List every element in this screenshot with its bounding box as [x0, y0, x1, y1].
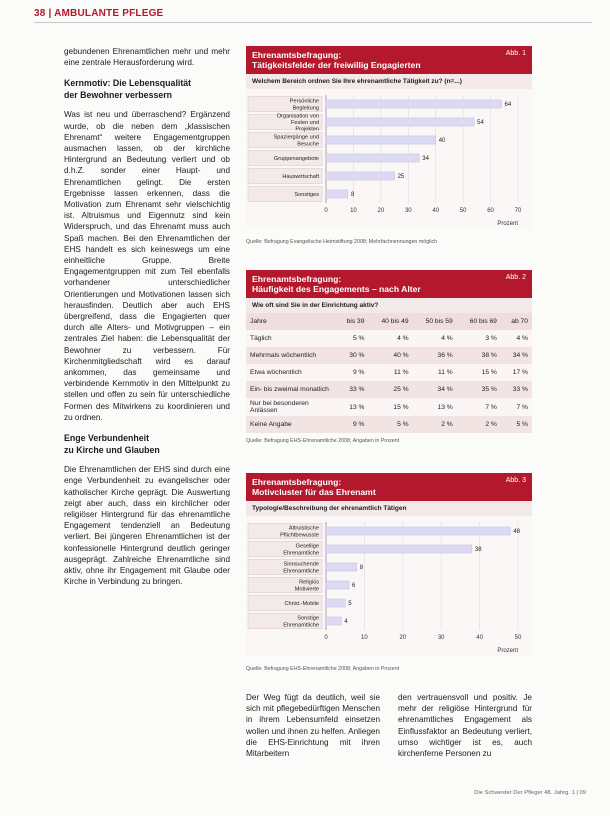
table-row [246, 364, 532, 381]
data-label: 40 [438, 138, 446, 144]
table-cell: Etwa wöchentlich [246, 364, 336, 381]
data-label: 64 [504, 102, 512, 108]
x-tick-label: 30 [437, 635, 445, 641]
table-cell: 15 % [457, 364, 501, 381]
data-label: 8 [350, 192, 355, 198]
data-label: 4 [344, 619, 348, 625]
paragraph-intro: gebundenen Ehrenamtlichen mehr und mehr eine zentrale Herausforderung wird. [64, 47, 230, 68]
x-tick-label: 10 [350, 208, 357, 214]
table-cell: 5 % [501, 416, 532, 433]
x-tick-label: 70 [514, 208, 522, 214]
x-tick-label: 50 [514, 635, 522, 641]
column-header: Jahre [246, 313, 336, 330]
frequency-table-wrap [246, 313, 532, 433]
table-cell: 4 % [368, 330, 412, 347]
table-cell: 17 % [501, 364, 532, 381]
category-label: Sonstiges [294, 192, 319, 198]
heading-line: Enge Verbundenheit [64, 433, 150, 444]
table-cell: 5 % [368, 416, 412, 433]
table-cell: 13 % [336, 398, 368, 416]
table-cell: 4 % [413, 330, 457, 347]
table-cell: Nur bei besonderen Anlässen [246, 398, 336, 416]
figure-question: Typologie/Beschreibung der ehrenamtlich Tätigen [246, 501, 532, 516]
figure-frequency-by-age [246, 270, 532, 444]
motive-bar [326, 545, 472, 553]
figure-number: Abb. 2 [505, 274, 526, 281]
table-cell: 2 % [413, 416, 457, 433]
x-tick-label: 40 [476, 635, 483, 641]
page-header: 38 | AMBULANTE PFLEGE [34, 8, 164, 19]
data-label: 25 [397, 174, 405, 180]
x-tick-label: 30 [404, 208, 412, 214]
table-cell: 7 % [457, 398, 501, 416]
table-cell: Täglich [246, 330, 336, 347]
paragraph-church: Die Ehrenamtlichen der EHS sind durch eine enge Verbundenheit zu evangelischer oder katholischer Kirche geprägt. Die Auswertung zeigt aber auch, dass ein kirchlicher oder religiöser Hintergrund für das ehrenamtliche Engagement tendenziell an Bedeutung verliert. Bei jüngeren Ehrenamtlichen ist der konfessionelle Hintergrund deutlich geringer ausgeprägt. Zahlreiche Ehrenamtliche sind aktiv, ohne ihr Engagement mit Glaube oder Kirche in Verbindung zu bringen. [64, 465, 230, 587]
figure-question: Wie oft sind Sie in der Einrichtung aktiv? [246, 298, 532, 313]
figure-question: Welchem Bereich ordnen Sie Ihre ehrenamtliche Tätigkeit zu? (n=...) [246, 74, 532, 89]
figure-subtitle: Häufigkeit des Engagements – nach Alter [252, 284, 421, 294]
table-row [246, 347, 532, 364]
x-tick-label: 0 [324, 635, 328, 641]
table-header-row [246, 313, 532, 330]
category-label: Christ.-Mobile [284, 601, 319, 607]
figure-source: Quelle: Befragung EHS-Ehrenamtliche 2008; Angaben in Prozent [246, 438, 400, 444]
x-tick-label: 60 [487, 208, 494, 214]
table-cell: 11 % [413, 364, 457, 381]
activity-bar [326, 190, 348, 198]
table-cell: Mehrmals wöchentlich [246, 347, 336, 364]
table-cell: 3 % [457, 330, 501, 347]
category-label: Gesellige Ehrenamtliche [283, 543, 319, 557]
body-text-column-2: Der Weg fügt da deutlich, weil sie sich mit pflegebedürftigen Menschen in ihrem Lebensumfeld einsetzen wollen und ihnen zu helfen. Anliegen die EHS-Einrichtung mit ihren Mitarbeitern [246, 693, 380, 759]
activity-bar [326, 154, 419, 162]
figure-title: Ehrenamtsbefragung: [252, 477, 342, 487]
column-header: 50 bis 59 [413, 313, 457, 330]
column-header: 60 bis 69 [457, 313, 501, 330]
activity-bar-chart [246, 89, 532, 229]
table-cell: 11 % [368, 364, 412, 381]
heading-line: zu Kirche und Glauben [64, 444, 160, 455]
heading-line: Kernmotiv: Die Lebensqualität [64, 78, 192, 89]
figure-subtitle: Motivcluster für das Ehrenamt [252, 487, 376, 497]
x-axis-label: Prozent [497, 221, 518, 227]
data-label: 34 [422, 156, 429, 162]
x-tick-label: 40 [432, 208, 440, 214]
table-cell: 15 % [368, 398, 412, 416]
heading-line: der Bewohner verbessern [64, 89, 173, 100]
figure-source: Quelle: Befragung Evangelische Heimstiftung 2008; Mehrfachnennungen möglich [246, 239, 438, 245]
table-row [246, 398, 532, 416]
left-column [64, 46, 230, 595]
table-cell: 38 % [457, 347, 501, 364]
data-label: 6 [352, 583, 356, 589]
table-row [246, 381, 532, 398]
x-tick-label: 0 [324, 208, 328, 214]
activity-bar [326, 136, 436, 144]
table-cell: 2 % [457, 416, 501, 433]
figure-motive-clusters [246, 473, 532, 672]
motive-bar [326, 581, 349, 589]
category-label: Sinnsuchende Ehrenamtliche [283, 561, 319, 575]
table-cell: 4 % [501, 330, 532, 347]
category-label: Gruppenangebote [273, 156, 319, 162]
table-row [246, 416, 532, 433]
table-cell: 33 % [336, 381, 368, 398]
figure-source: Quelle: Befragung EHS-Ehrenamtliche 2008; Angaben in Prozent [246, 666, 400, 672]
column-header: 40 bis 49 [368, 313, 412, 330]
page-footer: Die Schwester Der Pfleger 48. Jahrg. 1 | 09 [474, 790, 586, 796]
motive-bar-chart [246, 516, 532, 656]
data-label: 38 [474, 547, 482, 553]
table-cell: 34 % [501, 347, 532, 364]
paragraph-motivation: Was ist neu und überraschend? Ergänzend wurde, ob die neben dem „klassischen Ehrenamt“ weitere Engagementgruppen ausmachen lassen, ob der kirchliche Hintergrund an Bedeutung verliert und ob d.h.Z. sonder einer Haupt- und Ehrenamtlichen gelingt. Die ersten Ergebnisse lassen erkennen, dass die Motivation zum Ehrenamt sehr vielschichtig ist. Altruismus und Eigennutz sind kein Widerspruch, und das Ehrenamt muss auch Spaß machen. Bei den Ehrenamtlichen der EHS handelt es sich keineswegs um eine einheitliche Gruppe. Breite Engagementgruppen mit zum Teil ebenfalls vorhandener unterschiedlicher Orientierungen und Motivationen lassen sich herausfinden. Deutlich aber auch EHS übergreifend, dass die Engagierten quer durch alle Alters- und Motivgruppen – ein zentrales Ziel haben: die Lebensqualität der Bewohner zu verbessern. Für Kirchenmitgliedschaft wird es darauf ankommen, das gemeinsame und verbindende Kernmotiv in den Mittelpunkt zu stellen und offen zu sein für unterschiedliche Formen des Mitwirkens zu koordinieren und zu ordnen. [64, 110, 230, 422]
body-text-column-3: den vertrauensvoll und positiv. Je mehr der religiöse Hintergrund für ehrenamtliches Engagement als Einflussfaktor an Bedeutung verliert, umso wichtiger ist es, auch kirchenferne Personen zu [398, 693, 532, 759]
section-heading-motivation [64, 78, 230, 101]
figure-number: Abb. 1 [505, 50, 526, 57]
table-cell: 13 % [413, 398, 457, 416]
figure-title-bar [246, 270, 532, 298]
table-cell: Keine Angabe [246, 416, 336, 433]
category-label: Spaziergänge und Besuche [273, 134, 319, 148]
column-header: bis 39 [336, 313, 368, 330]
data-label: 5 [348, 601, 352, 607]
data-label: 54 [477, 120, 484, 126]
frequency-table [246, 313, 532, 433]
section-heading-church [64, 433, 230, 456]
data-label: 8 [359, 565, 364, 571]
table-row [246, 330, 532, 347]
table-cell: 36 % [413, 347, 457, 364]
header-rule [34, 22, 592, 23]
data-label: 48 [513, 529, 521, 535]
figure-activity-fields [246, 46, 532, 245]
table-cell: 30 % [336, 347, 368, 364]
x-tick-label: 20 [377, 208, 385, 214]
figure-title-bar [246, 473, 532, 501]
table-cell: 34 % [413, 381, 457, 398]
category-label: Hauswirtschaft [282, 174, 319, 180]
figure-title: Ehrenamtsbefragung: [252, 274, 342, 284]
category-label: Religiös Motivierte [294, 579, 319, 593]
table-cell: 40 % [368, 347, 412, 364]
figure-title: Ehrenamtsbefragung: [252, 50, 342, 60]
x-axis-label: Prozent [497, 648, 518, 654]
x-tick-label: 20 [399, 635, 407, 641]
category-label: Persönliche Begleitung [289, 98, 319, 112]
figure-subtitle: Tätigkeitsfelder der freiwillig Engagierten [252, 60, 421, 70]
activity-bar [326, 172, 395, 180]
category-label: Sonstige Ehrenamtliche [283, 615, 319, 629]
motive-bar [326, 599, 345, 607]
activity-bar [326, 118, 474, 126]
table-cell: 33 % [501, 381, 532, 398]
x-tick-label: 50 [459, 208, 467, 214]
table-cell: Ein- bis zweimal monatlich [246, 381, 336, 398]
figure-title-bar [246, 46, 532, 74]
category-label: Organisation von Festen und Projekten [276, 113, 319, 133]
table-cell: 9 % [336, 416, 368, 433]
activity-bar [326, 100, 502, 108]
column-header: ab 70 [501, 313, 532, 330]
table-cell: 35 % [457, 381, 501, 398]
motive-bar [326, 527, 510, 535]
x-tick-label: 10 [361, 635, 368, 641]
motive-bar [326, 563, 357, 571]
table-cell: 25 % [368, 381, 412, 398]
table-cell: 5 % [336, 330, 368, 347]
motive-bar [326, 617, 341, 625]
category-label: Altruistische Pflichtbewusste [280, 525, 319, 539]
figure-number: Abb. 3 [505, 477, 526, 484]
table-cell: 9 % [336, 364, 368, 381]
table-cell: 7 % [501, 398, 532, 416]
